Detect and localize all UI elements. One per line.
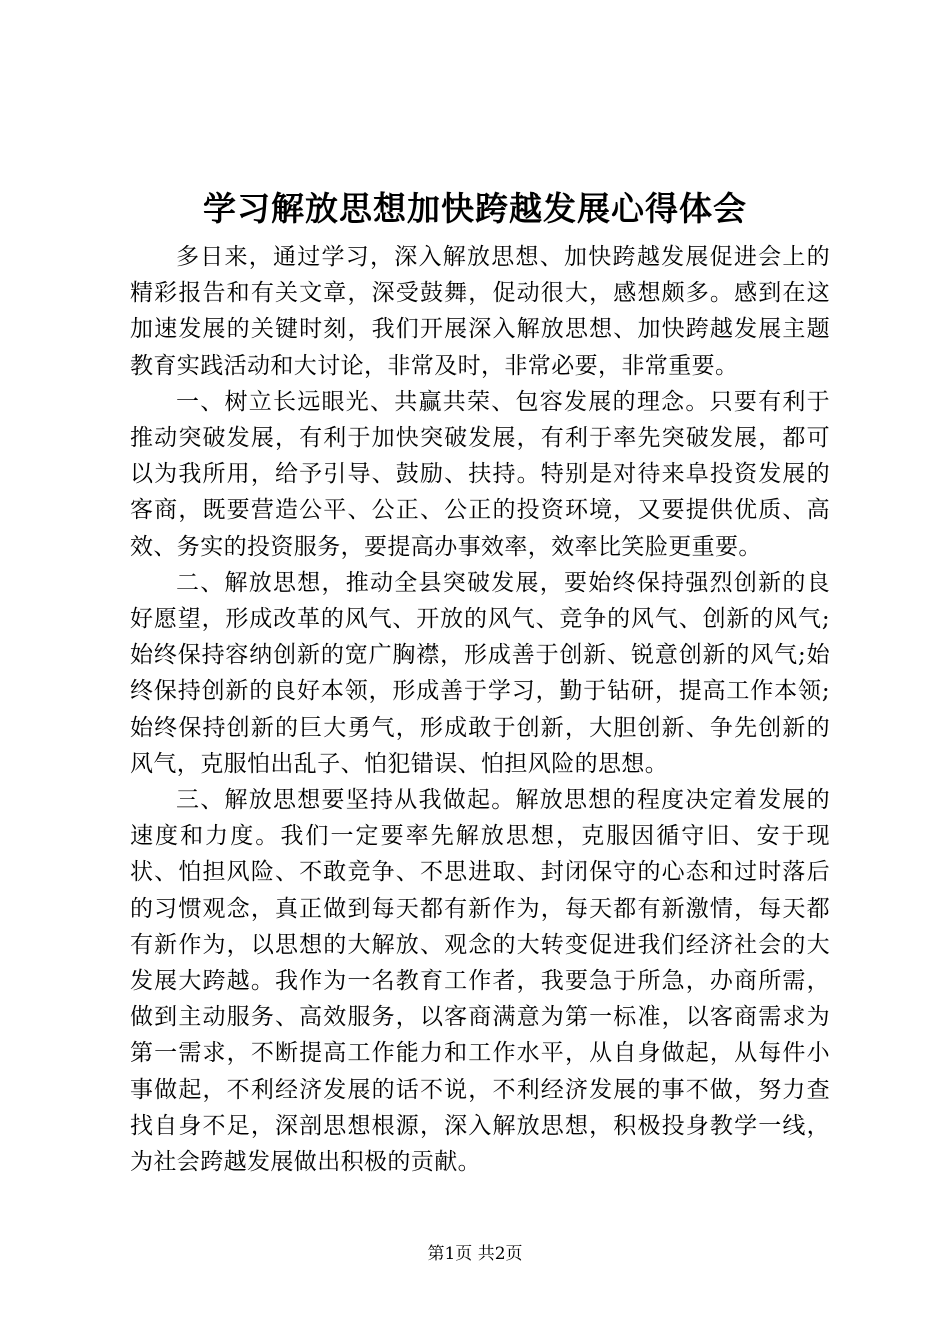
document-body: [130, 239, 830, 1180]
paragraph-point-three: 三、解放思想要坚持从我做起。解放思想的程度决定着发展的速度和力度。我们一定要率先解放思想，克服因循守旧、安于现状、怕担风险、不敢竞争、不思进取、封闭保守的心态和过时落后的习惯观念，真正做到每天都有新作为，每天都有新激情，每天都有新作为，以思想的大解放、观念的大转变促进我们经济社会的大发展大跨越。我作为一名教育工作者，我要急于所急，办商所需，做到主动服务、高效服务，以客商满意为第一标准，以客商需求为第一需求，不断提高工作能力和工作水平，从自身做起，从每件小事做起，不利经济发展的话不说，不利经济发展的事不做，努力查找自身不足，深剖思想根源，深入解放思想，积极投身教学一线，为社会跨越发展做出积极的贡献。: [130, 787, 830, 1176]
page-number-footer: 第1页 共2页: [427, 1244, 523, 1264]
paragraph-point-one: 一、树立长远眼光、共赢共荣、包容发展的理念。只要有利于推动突破发展，有利于加快突破发展，有利于率先突破发展，都可以为我所用，给予引导、鼓励、扶持。特别是对待来阜投资发展的客商，既要营造公平、公正、公正的投资环境，又要提供优质、高效、务实的投资服务，要提高办事效率，效率比笑脸更重要。: [130, 388, 830, 560]
paragraph-point-two: 二、解放思想，推动全县突破发展，要始终保持强烈创新的良好愿望，形成改革的风气、开放的风气、竞争的风气、创新的风气;始终保持容纳创新的宽广胸襟，形成善于创新、锐意创新的风气;始终保持创新的良好本领，形成善于学习，勤于钻研，提高工作本领;始终保持创新的巨大勇气，形成敢于创新，大胆创新、争先创新的风气，克服怕出乱子、怕犯错误、怕担风险的思想。: [130, 569, 830, 777]
document-title: 学习解放思想加快跨越发展心得体会: [203, 189, 747, 228]
paragraph-intro: 多日来，通过学习，深入解放思想、加快跨越发展促进会上的精彩报告和有关文章，深受鼓舞，促动很大，感想颇多。感到在这加速发展的关键时刻，我们开展深入解放思想、加快跨越发展主题教育实践活动和大讨论，非常及时，非常必要，非常重要。: [130, 244, 830, 379]
